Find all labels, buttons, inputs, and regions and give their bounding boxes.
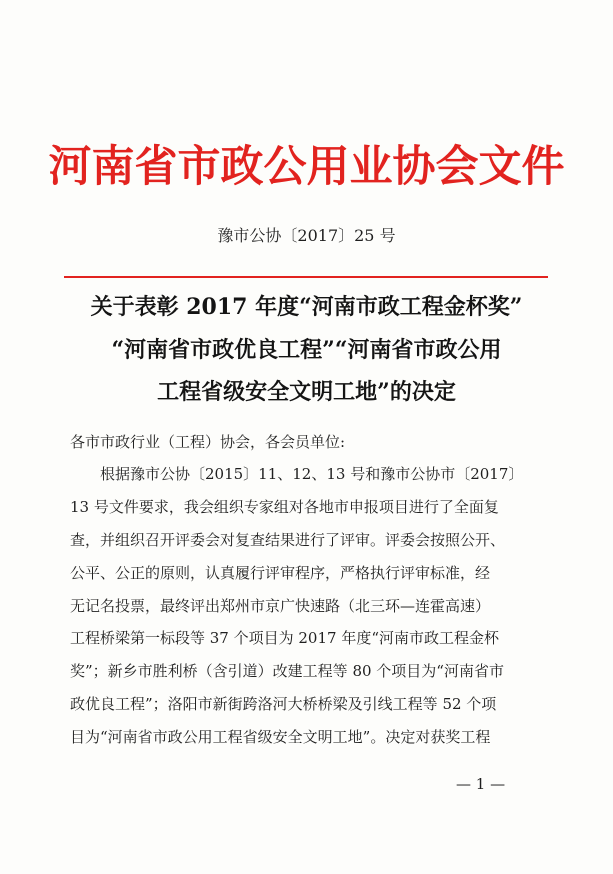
page-number: — 1 — — [456, 775, 506, 793]
body-line-7: 奖”；新乡市胜利桥（含引道）改建工程等 80 个项目为“河南省市 — [70, 662, 504, 680]
red-divider-line — [64, 276, 548, 278]
document-title-line-1: 关于表彰 2017 年度“河南市政工程金杯奖” — [90, 294, 523, 320]
document-number: 豫市公协〔2017〕25 号 — [217, 226, 396, 245]
body-line-3: 查，并组织召开评委会对复查结果进行了评审。评委会按照公开、 — [70, 531, 506, 549]
masthead-title: 河南省市政公用业协会文件 — [48, 142, 565, 192]
body-line-1: 根据豫市公协〔2015〕11、12、13 号和豫市公协市〔2017〕 — [100, 465, 524, 483]
body-line-8: 政优良工程”；洛阳市新街跨洛河大桥桥梁及引线工程等 52 个项 — [70, 695, 497, 713]
document-title-line-2: “河南省市政优良工程”“河南省市政公用 — [111, 337, 502, 363]
body-line-2: 13 号文件要求，我会组织专家组对各地市申报项目进行了全面复 — [70, 498, 499, 516]
document-title-line-3: 工程省级安全文明工地”的决定 — [157, 379, 456, 405]
salutation: 各市市政行业（工程）协会，各会员单位: — [70, 433, 346, 451]
body-line-5: 无记名投票，最终评出郑州市京广快速路（北三环—连霍高速） — [70, 597, 491, 615]
body-line-9: 目为“河南省市政公用工程省级安全文明工地”。决定对获奖工程 — [70, 728, 491, 746]
body-line-6: 工程桥梁第一标段等 37 个项目为 2017 年度“河南市政工程金杯 — [70, 629, 500, 647]
body-line-4: 公平、公正的原则，认真履行评审程序，严格执行评审标准，经 — [70, 564, 491, 582]
